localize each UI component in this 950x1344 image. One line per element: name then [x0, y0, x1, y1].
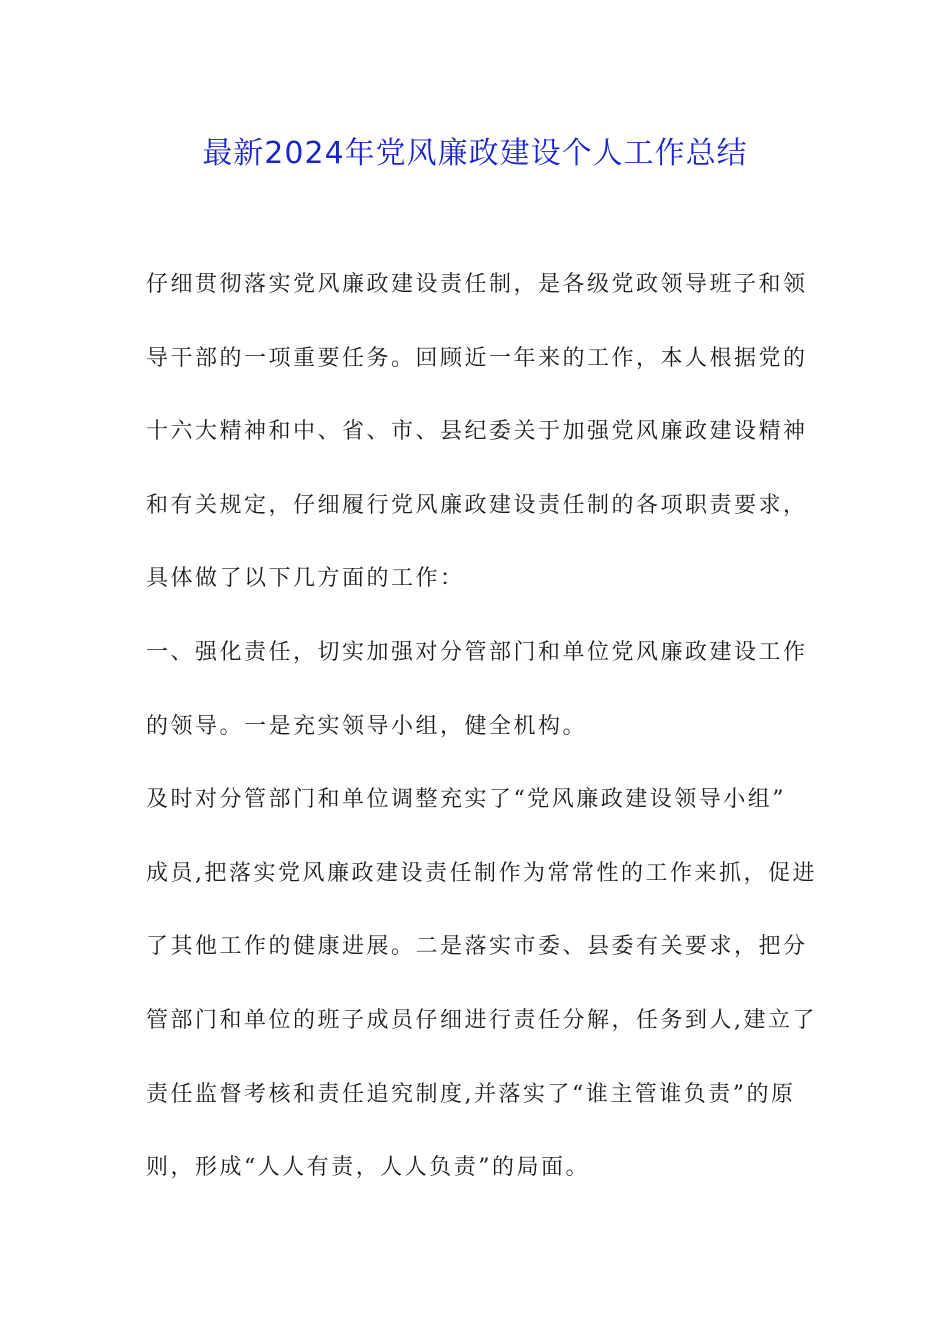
- section-heading-line: 一、强化责任，切实加强对分管部门和单位党风廉政建设工作: [146, 639, 808, 665]
- text-line: 则，形成“人人有责，人人负责”的局面。: [146, 1155, 590, 1181]
- text-line: 责任监督考核和责任追究制度,并落实了“谁主管谁负责”的原: [146, 1081, 796, 1107]
- document-body: [146, 259, 826, 1216]
- text-line: 成员,把落实党风廉政建设责任制作为常常性的工作来抓，促进: [146, 860, 817, 886]
- text-line: 仔细贯彻落实党风廉政建设责任制，是各级党政领导班子和领: [146, 272, 808, 297]
- text-line: 及时对分管部门和单位调整充实了“党风廉政建设领导小组”: [146, 787, 786, 813]
- text-line: 十六大精神和中、省、市、县纪委关于加强党风廉政建设精神: [146, 419, 808, 445]
- text-line: 了其他工作的健康进展。二是落实市委、县委有关要求，把分: [146, 934, 808, 960]
- text-line: 导干部的一项重要任务。回顾近一年来的工作，本人根据党的: [146, 345, 808, 371]
- text-line: 的领导。一是充实领导小组，健全机构。: [146, 713, 588, 739]
- text-line: 管部门和单位的班子成员仔细进行责任分解，任务到人,建立了: [146, 1007, 817, 1033]
- text-line: 具体做了以下几方面的工作：: [146, 566, 465, 592]
- document-title: 最新2024年党风廉政建设个人工作总结: [202, 136, 748, 171]
- text-line: 和有关规定，仔细履行党风廉政建设责任制的各项职责要求，: [146, 492, 808, 518]
